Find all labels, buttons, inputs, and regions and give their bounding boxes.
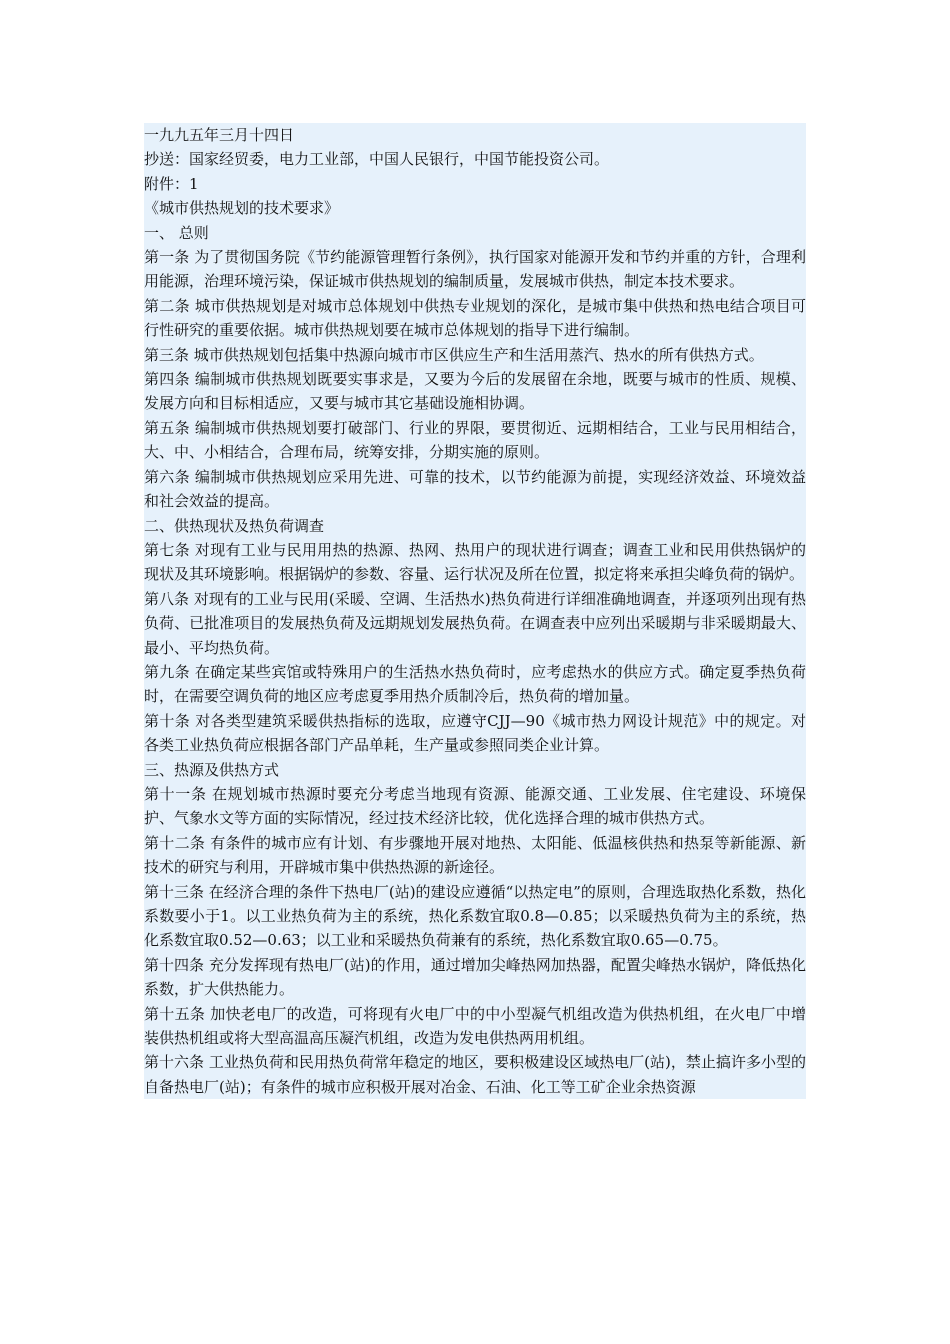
article-7: 第七条 对现有工业与民用用热的热源、热网、热用户的现状进行调查；调查工业和民用供热锅炉的现状及其环境影响。根据锅炉的参数、容量、运行状况及所在位置，拟定将来承担尖峰负荷的锅炉。 [144, 538, 806, 587]
article-4: 第四条 编制城市供热规划既要实事求是，又要为今后的发展留在余地，既要与城市的性质、规模、发展方向和目标相适应，又要与城市其它基础设施相协调。 [144, 367, 806, 416]
article-16: 第十六条 工业热负荷和民用热负荷常年稳定的地区，要积极建设区域热电厂(站)，禁止搞许多小型的自备热电厂(站)；有条件的城市应积极开展对冶金、石油、化工等工矿企业余热资源 [144, 1050, 806, 1099]
attachment-title: 《城市供热规划的技术要求》 [144, 196, 806, 220]
article-8: 第八条 对现有的工业与民用(采暖、空调、生活热水)热负荷进行详细准确地调查，并逐项列出现有热负荷、已批准项目的发展热负荷及远期规划发展热负荷。在调查表中应列出采暖期与非采暖期最大、最小、平均热负荷。 [144, 587, 806, 660]
section-heading-survey: 二、供热现状及热负荷调查 [144, 514, 806, 538]
document-body [144, 123, 806, 1223]
document-date: 一九九五年三月十四日 [144, 123, 806, 147]
article-9: 第九条 在确定某些宾馆或特殊用户的生活热水热负荷时，应考虑热水的供应方式。确定夏季热负荷时，在需要空调负荷的地区应考虑夏季用热介质制冷后，热负荷的增加量。 [144, 660, 806, 709]
section-heading-heat-source: 三、热源及供热方式 [144, 758, 806, 782]
article-6: 第六条 编制城市供热规划应采用先进、可靠的技术，以节约能源为前提，实现经济效益、环境效益和社会效益的提高。 [144, 465, 806, 514]
article-11: 第十一条 在规划城市热源时要充分考虑当地现有资源、能源交通、工业发展、住宅建设、环境保护、气象水文等方面的实际情况，经过技术经济比较，优化选择合理的城市供热方式。 [144, 782, 806, 831]
article-12: 第十二条 有条件的城市应有计划、有步骤地开展对地热、太阳能、低温核供热和热泵等新能源、新技术的研究与利用，开辟城市集中供热热源的新途径。 [144, 831, 806, 880]
cc-line: 抄送：国家经贸委，电力工业部，中国人民银行，中国节能投资公司。 [144, 147, 806, 171]
article-2: 第二条 城市供热规划是对城市总体规划中供热专业规划的深化，是城市集中供热和热电结合项目可行性研究的重要依据。城市供热规划要在城市总体规划的指导下进行编制。 [144, 294, 806, 343]
article-1: 第一条 为了贯彻国务院《节约能源管理暂行条例》，执行国家对能源开发和节约并重的方针，合理利用能源，治理环境污染，保证城市供热规划的编制质量，发展城市供热，制定本技术要求。 [144, 245, 806, 294]
article-15: 第十五条 加快老电厂的改造，可将现有火电厂中的中小型凝气机组改造为供热机组，在火电厂中增装供热机组或将大型高温高压凝汽机组，改造为发电供热两用机组。 [144, 1002, 806, 1051]
section-heading-general: 一、 总则 [144, 221, 806, 245]
article-14: 第十四条 充分发挥现有热电厂(站)的作用，通过增加尖峰热网加热器，配置尖峰热水锅炉，降低热化系数，扩大供热能力。 [144, 953, 806, 1002]
attachment-line: 附件：1 [144, 172, 806, 196]
article-5: 第五条 编制城市供热规划要打破部门、行业的界限，要贯彻近、远期相结合，工业与民用相结合，大、中、小相结合，合理布局，统筹安排，分期实施的原则。 [144, 416, 806, 465]
article-13: 第十三条 在经济合理的条件下热电厂(站)的建设应遵循“以热定电”的原则，合理选取热化系数，热化系数要小于1。以工业热负荷为主的系统，热化系数宜取0.8—0.85；以采暖热负荷为主的系统，热化系数宜取0.52—0.63；以工业和采暖热负荷兼有的系统，热化系数宜取0.65—0.75。 [144, 880, 806, 953]
article-3: 第三条 城市供热规划包括集中热源向城市市区供应生产和生活用蒸汽、热水的所有供热方式。 [144, 343, 806, 367]
article-10: 第十条 对各类型建筑采暖供热指标的选取，应遵守CJJ—90《城市热力网设计规范》中的规定。对各类工业热负荷应根据各部门产品单耗，生产量或参照同类企业计算。 [144, 709, 806, 758]
